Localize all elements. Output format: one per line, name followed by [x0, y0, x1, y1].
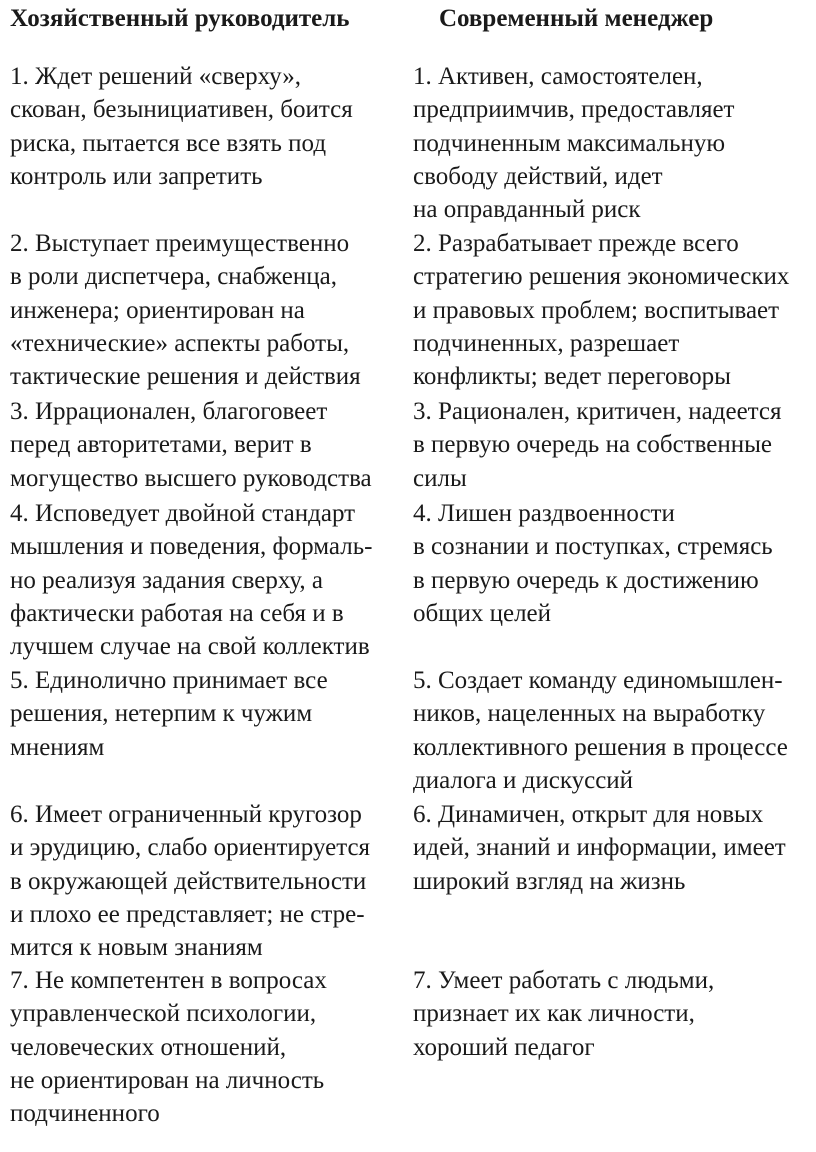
text-line: подчиненным максимальную — [413, 129, 726, 157]
text-line: признает их как личности, — [413, 1000, 695, 1028]
row-3-left — [10, 395, 400, 495]
text-line: в сознании и поступках, стремясь — [413, 533, 773, 561]
text-line: мится к новым знаниям — [10, 934, 263, 962]
row-5-right — [413, 664, 813, 797]
text-line: в роли диспетчера, снабженца, — [10, 263, 338, 291]
text-line: идей, знаний и информации, имеет — [413, 834, 786, 862]
text-line: силы — [413, 464, 467, 492]
text-line: конфликты; ведет переговоры — [413, 363, 731, 391]
text-line: мышления и поведения, формаль- — [10, 533, 373, 561]
text-line: 6. Динамичен, открыт для новых — [413, 801, 764, 828]
text-line: коллективного решения в процессе — [413, 733, 788, 761]
text-line: риска, пытается все взять под — [10, 129, 327, 157]
text-line: 4. Лишен раздвоенности — [413, 500, 675, 527]
text-line: скован, безынициативен, боится — [10, 96, 353, 124]
row-4-right — [413, 497, 813, 630]
text-line: 2. Разрабатывает прежде всего — [413, 230, 739, 257]
row-2-left — [10, 227, 400, 393]
text-line: 3. Иррационален, благоговеет — [10, 398, 328, 425]
header-traditional-manager: Хозяйственный руководитель — [10, 5, 350, 32]
text-line: 1. Активен, самостоятелен, — [413, 63, 703, 90]
text-line: в окружающей действительности — [10, 867, 367, 895]
text-line: 5. Единолично принимает все — [10, 667, 328, 694]
text-line: тактические решения и действия — [10, 363, 361, 391]
text-line: свободу действий, идет — [413, 162, 663, 190]
row-1-right — [413, 60, 813, 226]
text-line: человеческих отношений, — [10, 1033, 287, 1061]
text-line: 5. Создает команду единомышлен- — [413, 667, 783, 694]
row-6-right — [413, 798, 813, 898]
text-line: 1. Ждет решений «сверху», — [10, 63, 301, 90]
text-line: подчиненных, разрешает — [413, 329, 680, 357]
text-line: не ориентирован на личность — [10, 1066, 325, 1094]
row-4-left — [10, 497, 400, 663]
text-line: в первую очередь на собственные — [413, 431, 773, 459]
text-line: диалога и дискуссий — [413, 766, 634, 794]
row-1-left — [10, 60, 400, 193]
row-6-left — [10, 798, 400, 964]
text-line: на оправданный риск — [413, 196, 641, 224]
row-2-right — [413, 227, 813, 393]
text-line: ников, нацеленных на выработку — [413, 700, 766, 728]
text-line: широкий взгляд на жизнь — [413, 867, 686, 895]
text-line: подчиненного — [10, 1100, 160, 1128]
text-line: стратегию решения экономических — [413, 263, 790, 291]
text-line: 7. Умеет работать с людьми, — [413, 967, 715, 994]
text-line: фактически работая на себя и в — [10, 599, 344, 627]
text-line: и плохо ее представляет; не стре- — [10, 900, 365, 928]
text-line: хороший педагог — [413, 1033, 595, 1061]
header-modern-manager: Современный менеджер — [439, 5, 714, 32]
text-line: общих целей — [413, 599, 552, 627]
text-line: мнениям — [10, 733, 105, 761]
text-line: инженера; ориентирован на — [10, 296, 305, 324]
text-line: 6. Имеет ограниченный кругозор — [10, 801, 362, 828]
text-line: 3. Рационален, критичен, надеется — [413, 398, 782, 425]
text-line: но реализуя задания сверху, а — [10, 566, 323, 594]
row-7-right — [413, 964, 813, 1064]
text-line: 2. Выступает преимущественно — [10, 230, 350, 257]
text-line: и правовых проблем; воспитывает — [413, 296, 780, 324]
text-line: 7. Не компетентен в вопросах — [10, 967, 327, 994]
row-3-right — [413, 395, 813, 495]
text-line: могущество высшего руководства — [10, 464, 372, 492]
row-5-left — [10, 664, 400, 764]
text-line: управленческой психологии, — [10, 1000, 317, 1028]
text-line: предприимчив, предоставляет — [413, 96, 735, 124]
text-line: решения, нетерпим к чужим — [10, 700, 313, 728]
text-line: лучшем случае на свой коллектив — [10, 633, 370, 661]
row-7-left — [10, 964, 400, 1130]
text-line: в первую очередь к достижению — [413, 566, 759, 594]
text-line: «технические» аспекты работы, — [10, 329, 350, 357]
text-line: перед авторитетами, верит в — [10, 431, 312, 459]
text-line: 4. Исповедует двойной стандарт — [10, 500, 356, 527]
text-line: контроль или запретить — [10, 162, 263, 190]
text-line: и эрудицию, слабо ориентируется — [10, 834, 371, 862]
